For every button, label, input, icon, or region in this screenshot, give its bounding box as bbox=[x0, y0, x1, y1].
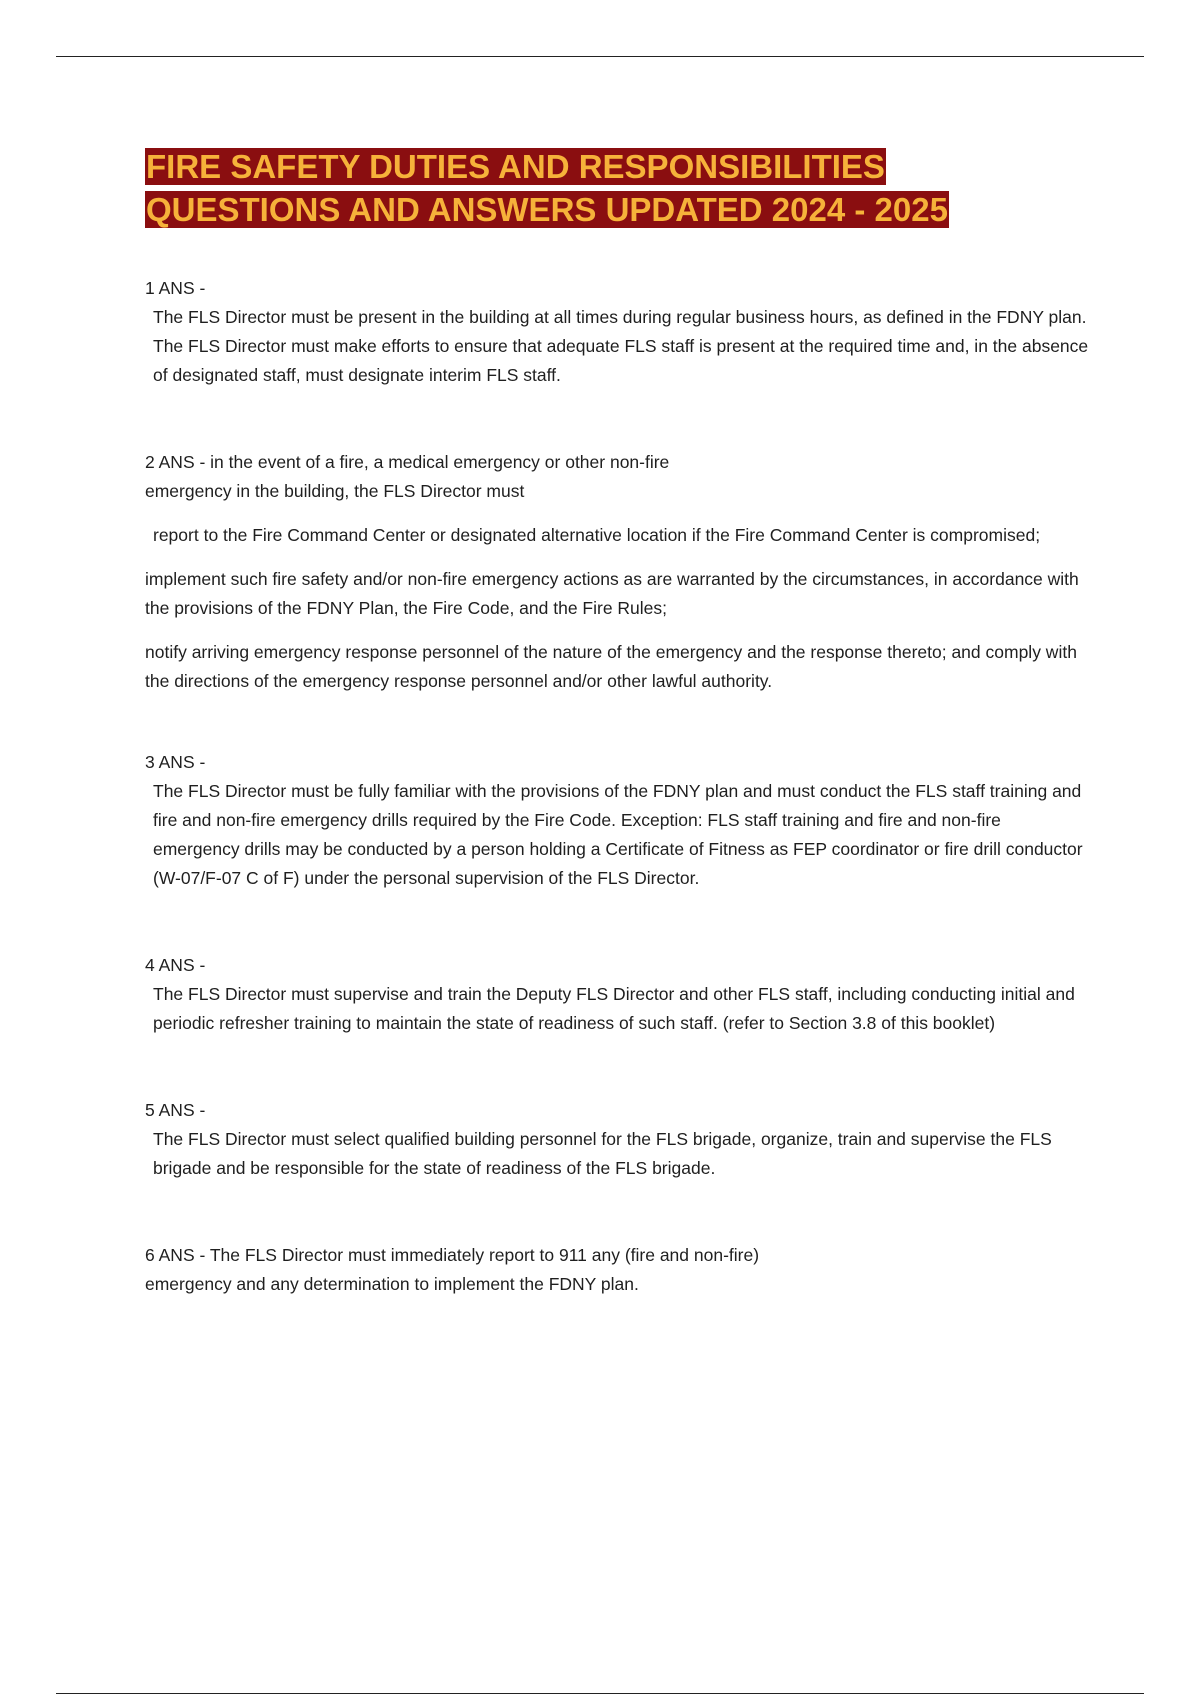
answer-paragraph: report to the Fire Command Center or designated alternative location if the Fire Command Center is compromised; bbox=[153, 525, 1041, 545]
answer-paragraph: notify arriving emergency response personnel of the nature of the emergency and the response thereto; and comply with the directions of the emergency response personnel and/or other lawful authority. bbox=[145, 642, 1077, 691]
answer-label: 5 ANS - bbox=[145, 1100, 206, 1120]
answer-text: The FLS Director must select qualified building personnel for the FLS brigade, organize, train and supervise the FLS brigade and be responsible for the state of readiness of the FLS brigade. bbox=[153, 1129, 1052, 1178]
qa-item-3 bbox=[145, 748, 1090, 893]
qa-item-2 bbox=[145, 448, 1090, 696]
qa-item-4 bbox=[145, 951, 1090, 1038]
top-divider bbox=[56, 56, 1144, 57]
answer-label: 2 ANS - in the event of a fire, a medical emergency or other non-fire emergency in the building, the FLS Director must bbox=[145, 452, 670, 501]
bottom-divider bbox=[56, 1693, 1144, 1694]
answer-label: 3 ANS - bbox=[145, 752, 206, 772]
qa-item-6 bbox=[145, 1241, 1090, 1299]
qa-item-5 bbox=[145, 1096, 1090, 1183]
answer-text: The FLS Director must supervise and train the Deputy FLS Director and other FLS staff, including conducting initial and periodic refresher training to maintain the state of readiness of such staff. (refer to Section 3.8 of this booklet) bbox=[153, 984, 1075, 1033]
qa-list bbox=[145, 274, 1090, 1357]
answer-text: The FLS Director must be present in the building at all times during regular business hours, as defined in the FDNY plan. The FLS Director must make efforts to ensure that adequate FLS staff is present at the required time and, in the absence of designated staff, must designate interim FLS staff. bbox=[153, 307, 1089, 385]
title-line-1: FIRE SAFETY DUTIES AND RESPONSIBILITIES bbox=[146, 148, 885, 185]
title-line-2: QUESTIONS AND ANSWERS UPDATED 2024 - 2025 bbox=[146, 191, 948, 228]
answer-label: 4 ANS - bbox=[145, 955, 206, 975]
answer-paragraph: implement such fire safety and/or non-fire emergency actions as are warranted by the circumstances, in accordance with the provisions of the FDNY Plan, the Fire Code, and the Fire Rules; bbox=[145, 569, 1079, 618]
answer-label: 1 ANS - bbox=[145, 278, 206, 298]
qa-item-1 bbox=[145, 274, 1090, 390]
answer-text: The FLS Director must be fully familiar with the provisions of the FDNY plan and must conduct the FLS staff training and fire and non-fire emergency drills required by the Fire Code. Exception: FLS staff training and fire and non-fire emergency drills may be conducted by a person holding a Certificate of Fitness as FEP coordinator or fire drill conductor (W-07/F-07 C of F) under the personal supervision of the FLS Director. bbox=[153, 781, 1083, 888]
document-title bbox=[145, 145, 949, 231]
answer-label: 6 ANS - The FLS Director must immediately report to 911 any (fire and non-fire) emergency and any determination to implement the FDNY plan. bbox=[145, 1245, 760, 1294]
